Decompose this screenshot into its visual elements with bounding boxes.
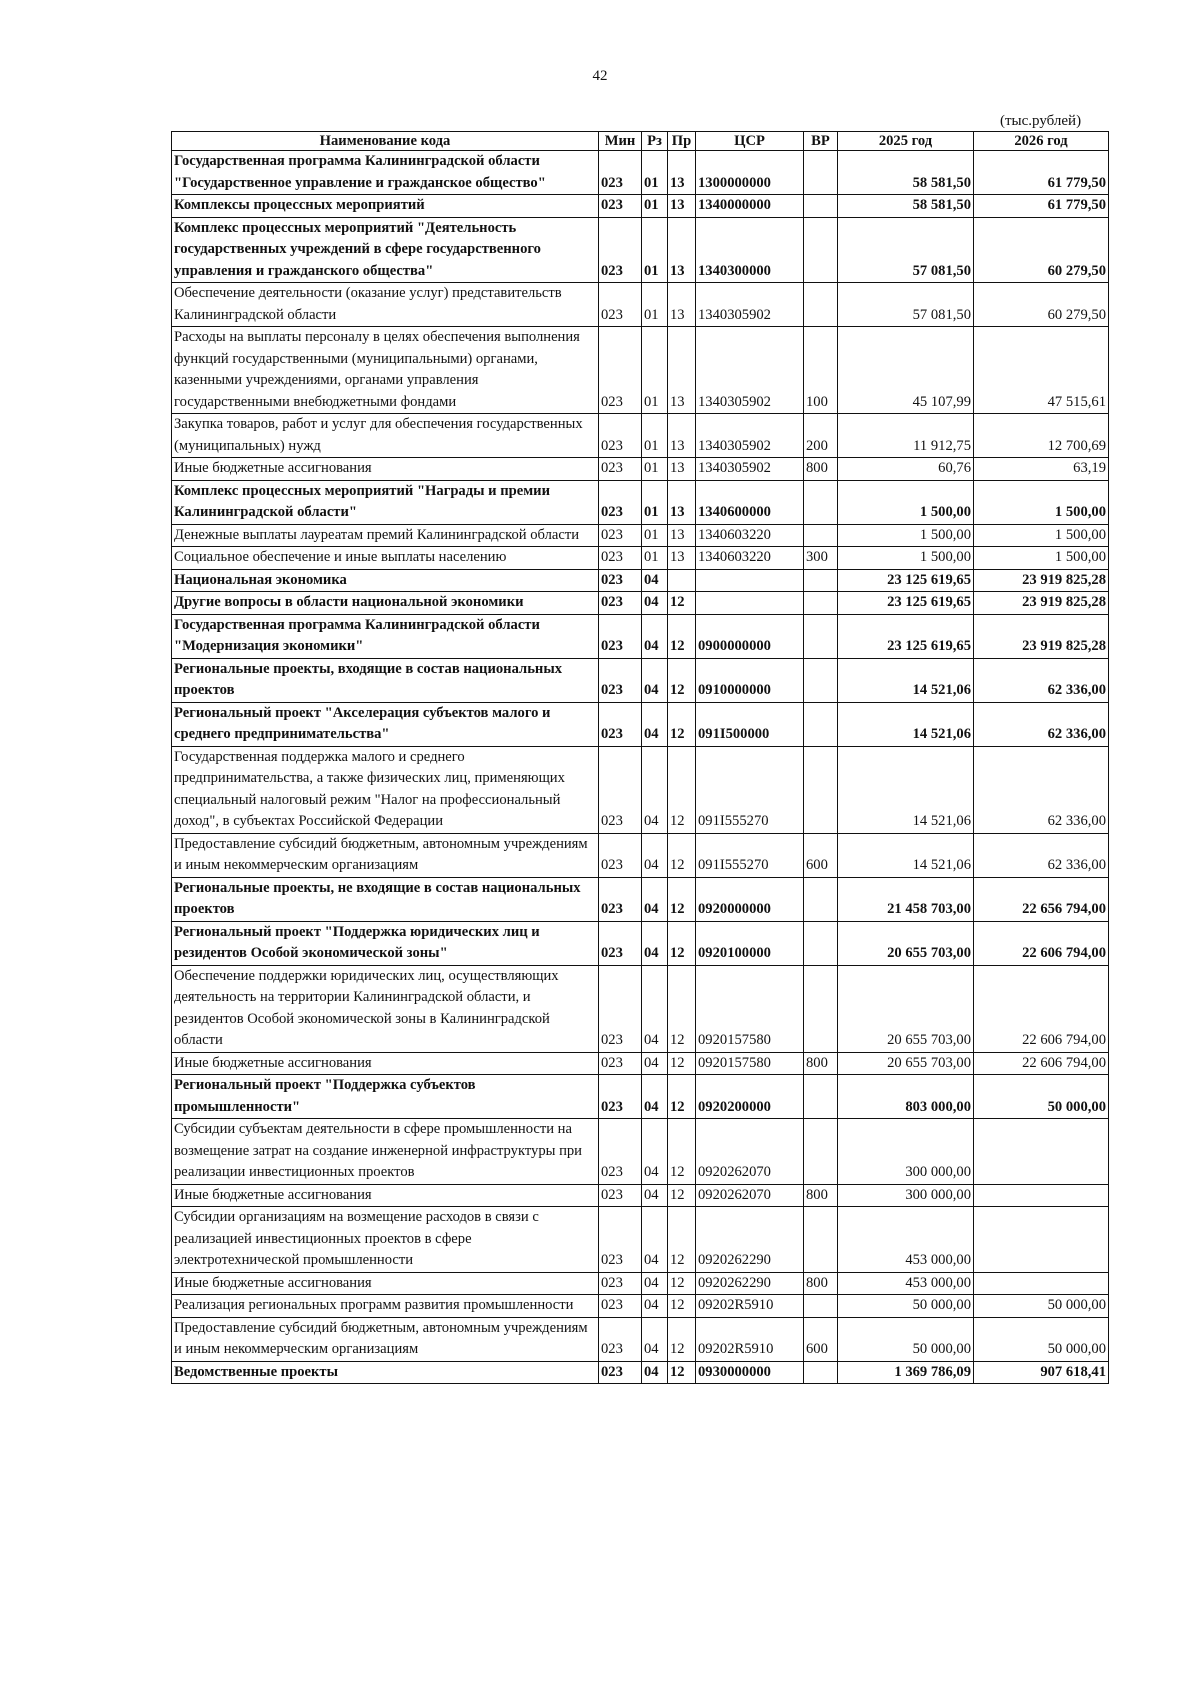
table-row (172, 833, 1109, 877)
row-csr: 0930000000 (696, 1361, 804, 1384)
row-value-2025: 50 000,00 (838, 1317, 974, 1361)
table-row (172, 1295, 1109, 1318)
row-rz: 04 (642, 1184, 668, 1207)
row-min: 023 (599, 921, 642, 965)
row-name: Денежные выплаты лауреатам премий Калининградской области (172, 524, 599, 547)
row-csr: 1340305902 (696, 283, 804, 327)
row-value-2025: 57 081,50 (838, 283, 974, 327)
row-value-2025: 1 500,00 (838, 524, 974, 547)
row-value-2026: 47 515,61 (974, 327, 1109, 414)
row-csr: 0920262070 (696, 1119, 804, 1185)
row-csr: 09202R5910 (696, 1295, 804, 1318)
row-vr (804, 217, 838, 283)
row-rz: 01 (642, 524, 668, 547)
row-value-2025: 45 107,99 (838, 327, 974, 414)
row-value-2026: 23 919 825,28 (974, 614, 1109, 658)
row-min: 023 (599, 283, 642, 327)
table-body (172, 151, 1109, 1384)
row-csr: 0910000000 (696, 658, 804, 702)
row-pr: 13 (668, 524, 696, 547)
row-value-2025: 57 081,50 (838, 217, 974, 283)
row-value-2026: 23 919 825,28 (974, 592, 1109, 615)
row-name: Региональный проект "Поддержка юридических лиц и резидентов Особой экономической зоны" (172, 921, 599, 965)
header-2025: 2025 год (838, 132, 974, 151)
row-value-2026: 22 656 794,00 (974, 877, 1109, 921)
table-row (172, 524, 1109, 547)
row-pr: 13 (668, 151, 696, 195)
row-value-2026: 12 700,69 (974, 414, 1109, 458)
row-vr (804, 877, 838, 921)
table-row (172, 592, 1109, 615)
row-rz: 01 (642, 547, 668, 570)
row-csr (696, 592, 804, 615)
row-pr: 12 (668, 1119, 696, 1185)
row-vr (804, 746, 838, 833)
row-csr: 09202R5910 (696, 1317, 804, 1361)
row-rz: 04 (642, 569, 668, 592)
row-pr: 13 (668, 195, 696, 218)
row-name: Обеспечение деятельности (оказание услуг) представительств Калининградской области (172, 283, 599, 327)
table-row (172, 151, 1109, 195)
row-name: Иные бюджетные ассигнования (172, 458, 599, 481)
row-pr: 12 (668, 1317, 696, 1361)
row-value-2025: 1 500,00 (838, 480, 974, 524)
row-rz: 01 (642, 151, 668, 195)
row-csr: 1340603220 (696, 524, 804, 547)
row-pr: 12 (668, 921, 696, 965)
row-value-2025: 20 655 703,00 (838, 921, 974, 965)
row-value-2025: 20 655 703,00 (838, 1052, 974, 1075)
row-rz: 04 (642, 1272, 668, 1295)
table-row (172, 1272, 1109, 1295)
row-name: Расходы на выплаты персоналу в целях обеспечения выполнения функций государственными (муниципальными) органами, казенными учреждениями, органами управления государственными внебюджетными фондами (172, 327, 599, 414)
row-csr: 0920100000 (696, 921, 804, 965)
row-pr: 12 (668, 1295, 696, 1318)
row-name: Обеспечение поддержки юридических лиц, осуществляющих деятельность на территории Калининградской области, и резидентов Особой экономической зоны в Калининградской области (172, 965, 599, 1052)
row-vr (804, 965, 838, 1052)
row-pr: 12 (668, 1052, 696, 1075)
row-vr (804, 921, 838, 965)
table-row (172, 1052, 1109, 1075)
row-rz: 04 (642, 833, 668, 877)
row-csr: 0920157580 (696, 965, 804, 1052)
row-min: 023 (599, 1295, 642, 1318)
row-pr: 12 (668, 877, 696, 921)
table-row (172, 702, 1109, 746)
row-csr: 0920262290 (696, 1272, 804, 1295)
row-csr: 1340000000 (696, 195, 804, 218)
row-value-2026: 1 500,00 (974, 524, 1109, 547)
row-value-2025: 23 125 619,65 (838, 569, 974, 592)
row-rz: 04 (642, 592, 668, 615)
row-min: 023 (599, 1361, 642, 1384)
row-vr: 100 (804, 327, 838, 414)
row-vr: 800 (804, 1272, 838, 1295)
row-csr: 1340305902 (696, 327, 804, 414)
row-csr: 1340305902 (696, 458, 804, 481)
row-name: Другие вопросы в области национальной экономики (172, 592, 599, 615)
row-vr (804, 592, 838, 615)
table-row (172, 547, 1109, 570)
row-csr: 0920262070 (696, 1184, 804, 1207)
row-csr: 1300000000 (696, 151, 804, 195)
row-value-2026 (974, 1184, 1109, 1207)
row-value-2025: 20 655 703,00 (838, 965, 974, 1052)
row-vr (804, 1295, 838, 1318)
row-value-2025: 300 000,00 (838, 1119, 974, 1185)
header-2026: 2026 год (974, 132, 1109, 151)
row-value-2025: 1 500,00 (838, 547, 974, 570)
row-value-2026: 60 279,50 (974, 217, 1109, 283)
row-name: Региональные проекты, не входящие в состав национальных проектов (172, 877, 599, 921)
row-min: 023 (599, 524, 642, 547)
header-csr: ЦСР (696, 132, 804, 151)
row-rz: 01 (642, 414, 668, 458)
row-csr: 1340603220 (696, 547, 804, 570)
row-vr (804, 283, 838, 327)
row-min: 023 (599, 702, 642, 746)
row-pr: 13 (668, 217, 696, 283)
row-vr: 800 (804, 1184, 838, 1207)
row-vr: 300 (804, 547, 838, 570)
row-rz: 01 (642, 195, 668, 218)
row-rz: 01 (642, 327, 668, 414)
table-row (172, 614, 1109, 658)
table-row (172, 480, 1109, 524)
row-value-2026: 22 606 794,00 (974, 921, 1109, 965)
table-row (172, 414, 1109, 458)
row-min: 023 (599, 658, 642, 702)
table-row (172, 921, 1109, 965)
row-rz: 04 (642, 1075, 668, 1119)
row-name: Иные бюджетные ассигнования (172, 1184, 599, 1207)
row-pr: 13 (668, 283, 696, 327)
table-row (172, 195, 1109, 218)
row-csr: 1340600000 (696, 480, 804, 524)
row-value-2025: 300 000,00 (838, 1184, 974, 1207)
row-pr: 12 (668, 1184, 696, 1207)
row-pr: 12 (668, 1207, 696, 1273)
row-value-2026 (974, 1119, 1109, 1185)
row-min: 023 (599, 1272, 642, 1295)
row-csr: 1340305902 (696, 414, 804, 458)
row-value-2025: 60,76 (838, 458, 974, 481)
header-min: Мин (599, 132, 642, 151)
row-vr (804, 480, 838, 524)
row-value-2026: 62 336,00 (974, 833, 1109, 877)
table-row (172, 327, 1109, 414)
row-name: Комплекс процессных мероприятий "Награды и премии Калининградской области" (172, 480, 599, 524)
table-row (172, 965, 1109, 1052)
row-value-2025: 14 521,06 (838, 702, 974, 746)
row-min: 023 (599, 1317, 642, 1361)
row-value-2026: 61 779,50 (974, 151, 1109, 195)
row-value-2026: 50 000,00 (974, 1317, 1109, 1361)
row-vr (804, 614, 838, 658)
row-value-2026: 62 336,00 (974, 746, 1109, 833)
row-rz: 04 (642, 921, 668, 965)
row-value-2026: 22 606 794,00 (974, 1052, 1109, 1075)
row-value-2025: 14 521,06 (838, 658, 974, 702)
row-name: Иные бюджетные ассигнования (172, 1052, 599, 1075)
row-rz: 04 (642, 1317, 668, 1361)
row-value-2025: 1 369 786,09 (838, 1361, 974, 1384)
row-min: 023 (599, 1184, 642, 1207)
row-name: Государственная поддержка малого и среднего предпринимательства, а также физических лиц, применяющих специальный налоговый режим "Налог на профессиональный доход", в субъектах Российской Федерации (172, 746, 599, 833)
row-vr (804, 1119, 838, 1185)
row-csr: 0900000000 (696, 614, 804, 658)
row-pr: 12 (668, 614, 696, 658)
row-name: Государственная программа Калининградской области "Модернизация экономики" (172, 614, 599, 658)
row-min: 023 (599, 1207, 642, 1273)
row-pr: 12 (668, 746, 696, 833)
row-name: Комплексы процессных мероприятий (172, 195, 599, 218)
header-name: Наименование кода (172, 132, 599, 151)
row-name: Региональный проект "Акселерация субъектов малого и среднего предпринимательства" (172, 702, 599, 746)
table-row (172, 1184, 1109, 1207)
row-csr (696, 569, 804, 592)
row-value-2026: 23 919 825,28 (974, 569, 1109, 592)
row-pr: 12 (668, 965, 696, 1052)
row-rz: 01 (642, 217, 668, 283)
row-name: Предоставление субсидий бюджетным, автономным учреждениям и иным некоммерческим организациям (172, 1317, 599, 1361)
row-value-2026: 61 779,50 (974, 195, 1109, 218)
table-row (172, 217, 1109, 283)
row-name: Социальное обеспечение и иные выплаты населению (172, 547, 599, 570)
budget-table (171, 131, 1109, 1384)
row-vr (804, 658, 838, 702)
row-pr: 12 (668, 592, 696, 615)
row-csr: 0920000000 (696, 877, 804, 921)
row-value-2026: 22 606 794,00 (974, 965, 1109, 1052)
row-value-2025: 21 458 703,00 (838, 877, 974, 921)
row-min: 023 (599, 151, 642, 195)
row-value-2026: 60 279,50 (974, 283, 1109, 327)
row-csr: 0920262290 (696, 1207, 804, 1273)
row-rz: 04 (642, 877, 668, 921)
row-rz: 04 (642, 1052, 668, 1075)
row-rz: 04 (642, 658, 668, 702)
row-value-2026 (974, 1272, 1109, 1295)
row-value-2025: 453 000,00 (838, 1207, 974, 1273)
row-vr: 200 (804, 414, 838, 458)
row-name: Субсидии организациям на возмещение расходов в связи с реализацией инвестиционных проектов в сфере электротехнической промышленности (172, 1207, 599, 1273)
row-min: 023 (599, 877, 642, 921)
row-vr: 800 (804, 458, 838, 481)
table-row (172, 1075, 1109, 1119)
row-value-2025: 50 000,00 (838, 1295, 974, 1318)
row-pr: 12 (668, 1361, 696, 1384)
row-value-2026: 907 618,41 (974, 1361, 1109, 1384)
row-rz: 04 (642, 1361, 668, 1384)
row-min: 023 (599, 746, 642, 833)
row-name: Реализация региональных программ развития промышленности (172, 1295, 599, 1318)
row-pr: 13 (668, 414, 696, 458)
row-value-2025: 23 125 619,65 (838, 614, 974, 658)
row-csr: 0920157580 (696, 1052, 804, 1075)
row-csr: 1340300000 (696, 217, 804, 283)
header-rz: Рз (642, 132, 668, 151)
row-name: Предоставление субсидий бюджетным, автономным учреждениям и иным некоммерческим организациям (172, 833, 599, 877)
row-pr: 13 (668, 458, 696, 481)
table-row (172, 283, 1109, 327)
row-value-2025: 14 521,06 (838, 746, 974, 833)
row-vr (804, 569, 838, 592)
row-rz: 04 (642, 965, 668, 1052)
table-row (172, 658, 1109, 702)
row-value-2026 (974, 1207, 1109, 1273)
header-pr: Пр (668, 132, 696, 151)
row-name: Закупка товаров, работ и услуг для обеспечения государственных (муниципальных) нужд (172, 414, 599, 458)
row-pr: 13 (668, 327, 696, 414)
table-row (172, 1207, 1109, 1273)
row-rz: 04 (642, 1119, 668, 1185)
row-value-2025: 803 000,00 (838, 1075, 974, 1119)
table-row (172, 1317, 1109, 1361)
row-value-2026: 1 500,00 (974, 547, 1109, 570)
row-value-2026: 62 336,00 (974, 702, 1109, 746)
page-number: 42 (592, 68, 608, 84)
row-vr (804, 1361, 838, 1384)
row-pr (668, 569, 696, 592)
table-row (172, 1361, 1109, 1384)
row-min: 023 (599, 414, 642, 458)
row-csr: 091I500000 (696, 702, 804, 746)
row-rz: 01 (642, 458, 668, 481)
row-value-2025: 58 581,50 (838, 151, 974, 195)
row-vr (804, 195, 838, 218)
row-min: 023 (599, 833, 642, 877)
row-value-2025: 14 521,06 (838, 833, 974, 877)
table-row (172, 877, 1109, 921)
row-value-2025: 11 912,75 (838, 414, 974, 458)
row-min: 023 (599, 569, 642, 592)
row-min: 023 (599, 480, 642, 524)
row-min: 023 (599, 458, 642, 481)
row-pr: 12 (668, 702, 696, 746)
row-vr (804, 1075, 838, 1119)
row-rz: 04 (642, 1207, 668, 1273)
row-rz: 04 (642, 1295, 668, 1318)
row-name: Региональный проект "Поддержка субъектов промышленности" (172, 1075, 599, 1119)
row-value-2025: 23 125 619,65 (838, 592, 974, 615)
row-pr: 12 (668, 833, 696, 877)
header-vr: ВР (804, 132, 838, 151)
row-min: 023 (599, 614, 642, 658)
row-value-2026: 50 000,00 (974, 1075, 1109, 1119)
row-pr: 13 (668, 547, 696, 570)
row-min: 023 (599, 1052, 642, 1075)
row-vr: 600 (804, 1317, 838, 1361)
row-name: Государственная программа Калининградской области "Государственное управление и гражданское общество" (172, 151, 599, 195)
row-min: 023 (599, 965, 642, 1052)
table-row (172, 569, 1109, 592)
row-value-2025: 58 581,50 (838, 195, 974, 218)
row-rz: 01 (642, 283, 668, 327)
row-vr (804, 151, 838, 195)
row-min: 023 (599, 1075, 642, 1119)
units-label: (тыс.рублей) (1000, 113, 1082, 129)
row-name: Ведомственные проекты (172, 1361, 599, 1384)
row-min: 023 (599, 547, 642, 570)
row-pr: 13 (668, 480, 696, 524)
row-pr: 12 (668, 1075, 696, 1119)
row-min: 023 (599, 327, 642, 414)
row-csr: 0920200000 (696, 1075, 804, 1119)
row-vr (804, 702, 838, 746)
row-rz: 04 (642, 614, 668, 658)
row-vr (804, 1207, 838, 1273)
row-rz: 01 (642, 480, 668, 524)
row-pr: 12 (668, 658, 696, 702)
row-vr (804, 524, 838, 547)
row-csr: 091I555270 (696, 833, 804, 877)
row-name: Региональные проекты, входящие в состав национальных проектов (172, 658, 599, 702)
row-min: 023 (599, 1119, 642, 1185)
row-value-2026: 50 000,00 (974, 1295, 1109, 1318)
row-min: 023 (599, 217, 642, 283)
row-rz: 04 (642, 702, 668, 746)
row-value-2026: 1 500,00 (974, 480, 1109, 524)
row-value-2026: 63,19 (974, 458, 1109, 481)
table-row (172, 1119, 1109, 1185)
row-name: Субсидии субъектам деятельности в сфере промышленности на возмещение затрат на создание инженерной инфраструктуры при реализации инвестиционных проектов (172, 1119, 599, 1185)
table-row (172, 458, 1109, 481)
row-vr: 800 (804, 1052, 838, 1075)
row-name: Иные бюджетные ассигнования (172, 1272, 599, 1295)
row-rz: 04 (642, 746, 668, 833)
row-vr: 600 (804, 833, 838, 877)
row-min: 023 (599, 592, 642, 615)
table-row (172, 746, 1109, 833)
table-header-row (172, 132, 1109, 151)
row-pr: 12 (668, 1272, 696, 1295)
row-name: Комплекс процессных мероприятий "Деятельность государственных учреждений в сфере государственного управления и гражданского общества" (172, 217, 599, 283)
row-csr: 091I555270 (696, 746, 804, 833)
row-value-2025: 453 000,00 (838, 1272, 974, 1295)
row-name: Национальная экономика (172, 569, 599, 592)
row-value-2026: 62 336,00 (974, 658, 1109, 702)
row-min: 023 (599, 195, 642, 218)
